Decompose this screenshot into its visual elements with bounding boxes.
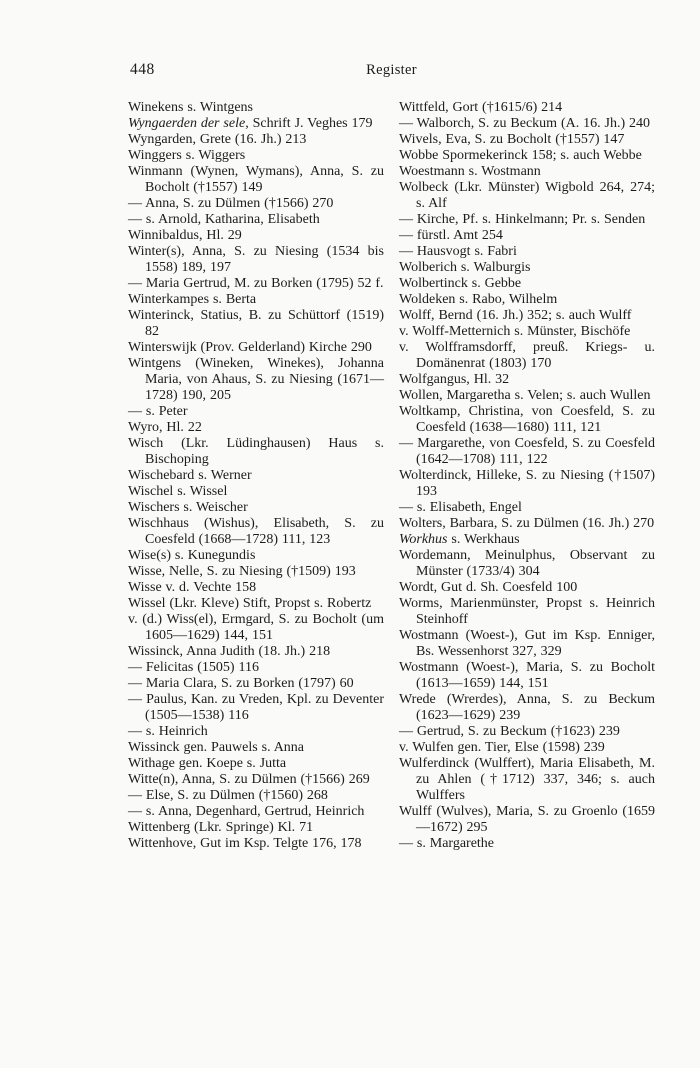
entry-text: — Walborch, S. zu Beckum (A. 16. Jh.) 240: [399, 116, 651, 131]
entry-text-italic: Wyngaerden der sele: [128, 116, 246, 131]
index-entry: [128, 724, 384, 740]
index-columns: [128, 100, 655, 852]
entry-text: Wyro, Hl. 22: [128, 420, 202, 435]
entry-text: — Hausvogt s. Fabri: [399, 244, 517, 259]
entry-text: Wittenhove, Gut im Ksp. Telgte 176, 178: [128, 836, 362, 851]
index-entry: [128, 676, 384, 692]
index-entry: [399, 292, 655, 308]
index-entry: [399, 740, 655, 756]
entry-text: Withage gen. Koepe s. Jutta: [128, 756, 287, 771]
entry-text: — s. Elisabeth, Engel: [399, 500, 522, 515]
entry-text: Woltkamp, Christina, von Coesfeld, S. zu Coesfeld (1638—1680) 111, 121: [399, 404, 655, 435]
entry-text: Winmann (Wynen, Wymans), Anna, S. zu Bocholt (†1557) 149: [128, 164, 384, 195]
entry-text: — Paulus, Kan. zu Vreden, Kpl. zu Deventer (1505—1538) 116: [128, 692, 384, 723]
entry-text: Wisse, Nelle, S. zu Niesing (†1509) 193: [128, 564, 356, 579]
index-entry: [399, 276, 655, 292]
entry-text: — fürstl. Amt 254: [399, 228, 503, 243]
entry-text: — s. Arnold, Katharina, Elisabeth: [128, 212, 320, 227]
entry-text: Winggers s. Wiggers: [128, 148, 246, 163]
index-entry: [399, 692, 655, 724]
page-header: [128, 61, 655, 81]
index-entry: [128, 100, 384, 116]
index-entry: [399, 340, 655, 372]
index-entry: [128, 228, 384, 244]
entry-text: Wostmann (Woest-), Gut im Ksp. Enniger, Bs. Wessenhorst 327, 329: [399, 628, 655, 659]
entry-text: Wrede (Wrerdes), Anna, S. zu Beckum (1623—1629) 239: [399, 692, 655, 723]
entry-text: Wissel (Lkr. Kleve) Stift, Propst s. Robertz: [128, 596, 372, 611]
index-entry: [399, 836, 655, 852]
index-entry: [128, 756, 384, 772]
entry-text: Wischebard s. Werner: [128, 468, 252, 483]
entry-text: — s. Anna, Degenhard, Gertrud, Heinrich: [128, 804, 365, 819]
entry-text: , Schrift J. Veghes 179: [245, 116, 373, 131]
entry-text: Winterkampes s. Berta: [128, 292, 257, 307]
entry-text: Wolff, Bernd (16. Jh.) 352; s. auch Wulff: [399, 308, 632, 323]
entry-text: — Gertrud, S. zu Beckum (†1623) 239: [399, 724, 620, 739]
index-entry: [128, 356, 384, 404]
index-entry: [399, 100, 655, 116]
entry-text: Wolfgangus, Hl. 32: [399, 372, 510, 387]
index-entry: [128, 740, 384, 756]
index-entry: [128, 468, 384, 484]
index-entry: [399, 804, 655, 836]
entry-text: — Maria Gertrud, M. zu Borken (1795) 52 f.: [128, 276, 384, 291]
index-entry: [399, 596, 655, 628]
index-entry: [128, 516, 384, 548]
index-entry: [399, 260, 655, 276]
entry-text: Wordemann, Meinulphus, Observant zu Münster (1733/4) 304: [399, 548, 655, 579]
entry-text: Wivels, Eva, S. zu Bocholt (†1557) 147: [399, 132, 625, 147]
entry-text: Wolterdinck, Hilleke, S. zu Niesing (†1507) 193: [399, 468, 655, 499]
index-entry: [128, 308, 384, 340]
index-entry: [399, 404, 655, 436]
index-entry: [128, 132, 384, 148]
index-entry: [399, 500, 655, 516]
entry-text: Wisch (Lkr. Lüdinghausen) Haus s. Bischoping: [128, 436, 384, 467]
index-entry: [128, 116, 384, 132]
index-entry: [399, 388, 655, 404]
entry-text: Wolberich s. Walburgis: [399, 260, 531, 275]
index-entry: [128, 580, 384, 596]
index-entry: [128, 836, 384, 852]
index-column-left: [128, 100, 384, 852]
index-entry: [399, 548, 655, 580]
entry-text: Winterswijk (Prov. Gelderland) Kirche 290: [128, 340, 372, 355]
index-entry: [399, 436, 655, 468]
index-entry: [128, 564, 384, 580]
entry-text: Wulff (Wulves), Maria, S. zu Groenlo (1659—1672) 295: [399, 804, 655, 835]
index-entry: [399, 628, 655, 660]
index-entry: [128, 196, 384, 212]
entry-text: — s. Peter: [128, 404, 188, 419]
entry-text: Wise(s) s. Kunegundis: [128, 548, 256, 563]
index-entry: [399, 756, 655, 804]
entry-text: Wittfeld, Gort (†1615/6) 214: [399, 100, 563, 115]
entry-text: Wischers s. Weischer: [128, 500, 248, 515]
index-entry: [399, 148, 655, 164]
entry-text: Wobbe Spormekerinck 158; s. auch Webbe: [399, 148, 642, 163]
entry-text: v. (d.) Wiss(el), Ermgard, S. zu Bocholt (um 1605—1629) 144, 151: [128, 612, 384, 643]
entry-text: — s. Heinrich: [128, 724, 208, 739]
entry-text: Woldeken s. Rabo, Wilhelm: [399, 292, 558, 307]
index-entry: [128, 484, 384, 500]
entry-text: Wostmann (Woest-), Maria, S. zu Bocholt (1613—1659) 144, 151: [399, 660, 655, 691]
index-entry: [399, 212, 655, 228]
index-entry: [399, 132, 655, 148]
index-entry: [128, 244, 384, 276]
entry-text: Wischhaus (Wishus), Elisabeth, S. zu Coesfeld (1668—1728) 111, 123: [128, 516, 384, 547]
entry-text: Wischel s. Wissel: [128, 484, 228, 499]
index-entry: [128, 644, 384, 660]
entry-text: Winekens s. Wintgens: [128, 100, 254, 115]
index-entry: [399, 724, 655, 740]
index-entry: [128, 660, 384, 676]
index-entry: [399, 580, 655, 596]
index-entry: [399, 180, 655, 212]
entry-text: Wolbeck (Lkr. Münster) Wigbold 264, 274; s. Alf: [399, 180, 655, 211]
entry-text: Winter(s), Anna, S. zu Niesing (1534 bis 1558) 189, 197: [128, 244, 384, 275]
index-entry: [399, 116, 655, 132]
entry-text: Wulferdinck (Wulffert), Maria Elisabeth, M. zu Ahlen (†1712) 337, 346; s. auch Wulffers: [399, 756, 655, 803]
index-entry: [399, 660, 655, 692]
entry-text: — s. Margarethe: [399, 836, 495, 851]
entry-text: — Kirche, Pf. s. Hinkelmann; Pr. s. Senden: [399, 212, 646, 227]
entry-text: Worms, Marienmünster, Propst s. Heinrich Steinhoff: [399, 596, 655, 627]
index-entry: [399, 164, 655, 180]
entry-text: — Maria Clara, S. zu Borken (1797) 60: [128, 676, 354, 691]
entry-text: Wolbertinck s. Gebbe: [399, 276, 522, 291]
index-entry: [128, 148, 384, 164]
index-entry: [128, 804, 384, 820]
index-entry: [128, 212, 384, 228]
entry-text: Wintgens (Wineken, Winekes), Johanna Maria, von Ahaus, S. zu Niesing (1671—1728) 190, 205: [128, 356, 384, 403]
index-entry: [128, 788, 384, 804]
index-entry: [399, 308, 655, 324]
index-entry: [399, 228, 655, 244]
index-entry: [399, 244, 655, 260]
entry-text: Wisse v. d. Vechte 158: [128, 580, 257, 595]
index-entry: [128, 612, 384, 644]
entry-text: Wordt, Gut d. Sh. Coesfeld 100: [399, 580, 578, 595]
index-entry: [399, 532, 655, 548]
index-entry: [128, 292, 384, 308]
entry-text: Wissinck, Anna Judith (18. Jh.) 218: [128, 644, 331, 659]
entry-text: — Anna, S. zu Dülmen (†1566) 270: [128, 196, 334, 211]
entry-text: Woestmann s. Wostmann: [399, 164, 541, 179]
entry-text: — Margarethe, von Coesfeld, S. zu Coesfeld (1642—1708) 111, 122: [399, 436, 655, 467]
entry-text: Witte(n), Anna, S. zu Dülmen (†1566) 269: [128, 772, 370, 787]
entry-text: Wissinck gen. Pauwels s. Anna: [128, 740, 305, 755]
entry-text-italic: Workhus: [399, 532, 448, 547]
index-entry: [399, 324, 655, 340]
index-entry: [128, 164, 384, 196]
index-entry: [399, 468, 655, 500]
index-entry: [399, 516, 655, 532]
entry-text: v. Wolff-Metternich s. Münster, Bischöfe: [399, 324, 631, 339]
entry-text: — Else, S. zu Dülmen (†1560) 268: [128, 788, 328, 803]
entry-text: v. Wolfframsdorff, preuß. Kriegs- u. Domänenrat (1803) 170: [399, 340, 655, 371]
entry-text: Winnibaldus, Hl. 29: [128, 228, 242, 243]
index-entry: [128, 436, 384, 468]
entry-text: s. Werkhaus: [447, 532, 520, 547]
index-entry: [128, 276, 384, 292]
entry-text: Wyngarden, Grete (16. Jh.) 213: [128, 132, 307, 147]
index-entry: [128, 820, 384, 836]
index-entry: [128, 772, 384, 788]
index-entry: [128, 340, 384, 356]
index-column-right: [399, 100, 655, 852]
entry-text: Winterinck, Statius, B. zu Schüttorf (1519) 82: [128, 308, 384, 339]
entry-text: Wolters, Barbara, S. zu Dülmen (16. Jh.) 270: [399, 516, 655, 531]
index-entry: [128, 500, 384, 516]
entry-text: v. Wulfen gen. Tier, Else (1598) 239: [399, 740, 605, 755]
index-entry: [128, 404, 384, 420]
index-entry: [128, 692, 384, 724]
entry-text: — Felicitas (1505) 116: [128, 660, 259, 675]
index-entry: [128, 420, 384, 436]
index-entry: [128, 548, 384, 564]
index-entry: [399, 372, 655, 388]
entry-text: Wittenberg (Lkr. Springe) Kl. 71: [128, 820, 314, 835]
index-entry: [128, 596, 384, 612]
entry-text: Wollen, Margaretha s. Velen; s. auch Wullen: [399, 388, 651, 403]
running-title: Register: [366, 62, 417, 78]
page-number: 448: [130, 61, 155, 78]
